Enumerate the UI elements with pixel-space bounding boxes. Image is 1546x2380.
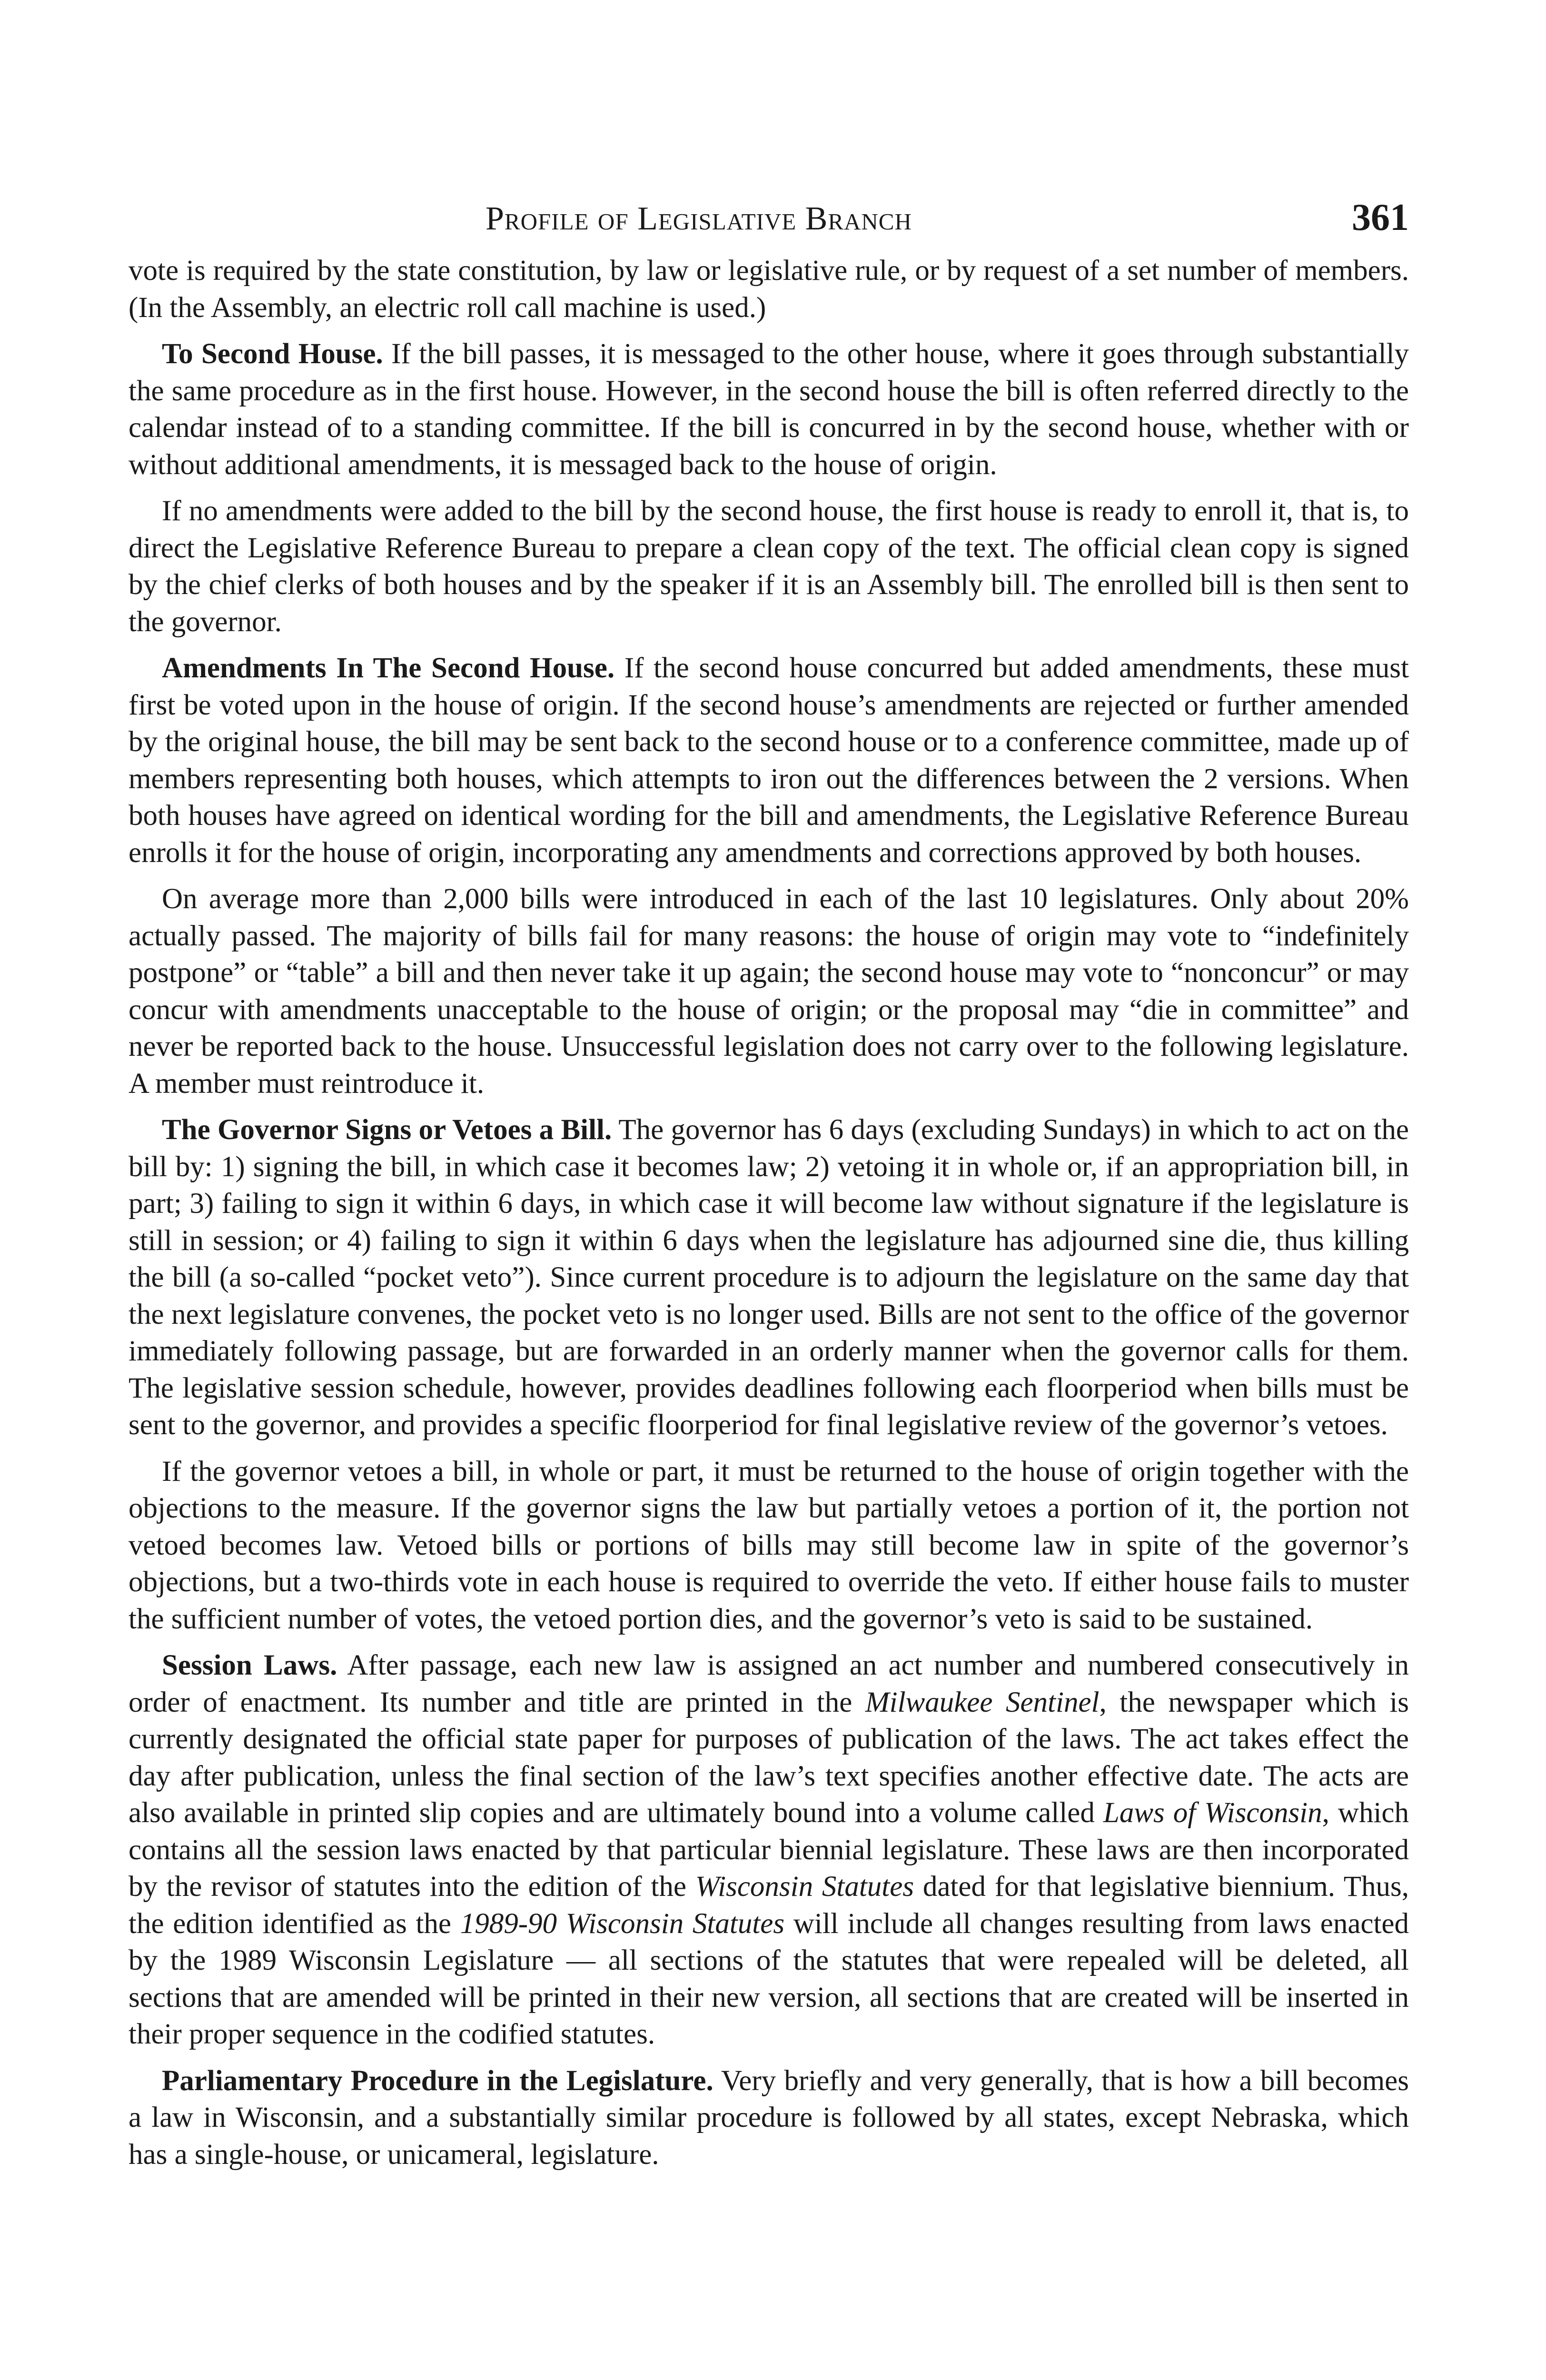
paragraph-roll-call: [129, 252, 1409, 326]
paragraph-text: vote is required by the state constitution, by law or legislative rule, or by request of a set number of members. (In the Assembly, an electric roll call machine is used.): [129, 255, 1409, 324]
italic-title: Laws of Wisconsin: [1103, 1797, 1322, 1829]
paragraph-session-laws: [129, 1647, 1409, 2053]
paragraph-text: If the bill passes, it is messaged to the other house, where it goes through substantially the same procedure as in the first house. However, in the second house the bill is often referred directly to the calendar instead of to a standing committee. If the bill is concurred in by the second house, whether with or without additional amendments, it is messaged back to the house of origin.: [129, 338, 1409, 481]
italic-title: Milwaukee Sentinel: [865, 1686, 1100, 1718]
paragraph-text: dated for that legislative biennium. Thus, the edition identified as the: [129, 1871, 1409, 1940]
paragraph-enroll: [129, 493, 1409, 640]
paragraph-text: If the second house concurred but added amendments, these must first be voted upon in the house of origin. If the second house’s amendments are rejected or further amended by the original house, the bill may be sent back to the second house or to a conference committee, made up of members representing both houses, which attempts to iron out the differences between the 2 versions. When both houses have agreed on identical wording for the bill and amendments, the Legislative Reference Bureau enrolls it for the house of origin, incorporating any amendments and corrections approved by both houses.: [129, 652, 1409, 869]
page-number: 361: [1352, 197, 1409, 238]
italic-title: Wisconsin Statutes: [695, 1871, 914, 1903]
paragraph-amendments-second-house: [129, 650, 1409, 871]
paragraph-governor-signs-or-vetoes: [129, 1111, 1409, 1444]
paragraph-text: On average more than 2,000 bills were introduced in each of the last 10 legislatures. Only about 20% actually passed. The majority of bills fail for many reasons: the house of origin may vote to “indefinitely postpone” or “table” a bill and then never take it up again; the second house may vote to “nonconcur” or may concur with amendments unacceptable to the house of origin; or the proposal may “die in committee” and never be reported back to the house. Unsuccessful legislation does not carry over to the following legislature. A member must reintroduce it.: [129, 883, 1409, 1100]
paragraph-text: If no amendments were added to the bill by the second house, the first house is ready to enroll it, that is, to direct the Legislative Reference Bureau to prepare a clean copy of the text. The official clean copy is signed by the chief clerks of both houses and by the speaker if it is an Assembly bill. The enrolled bill is then sent to the governor.: [129, 495, 1409, 638]
paragraph-text: After passage, each new law is assigned an act number and numbered consecutively in order of enactment. Its number and title are printed in the: [129, 1649, 1409, 1718]
section-heading: To Second House.: [162, 338, 383, 370]
body-text: [129, 252, 1409, 2173]
paragraph-text: If the governor vetoes a bill, in whole or part, it must be returned to the house of origin together with the objections to the measure. If the governor signs the law but partially vetoes a portion of it, the portion not vetoed becomes law. Vetoed bills or portions of bills may still become law in spite of the governor’s objections, but a two-thirds vote in each house is required to override the veto. If either house fails to muster the sufficient number of votes, the vetoed portion dies, and the governor’s veto is said to be sustained.: [129, 1455, 1409, 1635]
document-page: [129, 197, 1409, 2173]
section-heading: Session Laws.: [162, 1649, 337, 1681]
paragraph-text: Very briefly and very generally, that is how a bill becomes a law in Wisconsin, and a substantially similar procedure is followed by all states, except Nebraska, which has a single-house, or unicameral, legislature.: [129, 2064, 1409, 2171]
paragraph-text: , the newspaper which is currently designated the official state paper for purposes of publication of the laws. The act takes effect the day after publication, unless the final section of the law’s text specifies another effective date. The acts are also available in printed slip copies and are ultimately bound into a volume called: [129, 1686, 1409, 1829]
section-heading: Parliamentary Procedure in the Legislature.: [162, 2064, 714, 2097]
paragraph-parliamentary-procedure: [129, 2063, 1409, 2173]
running-title: Profile of Legislative Branch: [486, 200, 912, 237]
paragraph-text: , which contains all the session laws enacted by that particular biennial legislature. These laws are then incorporated by the revisor of statutes into the edition of the: [129, 1797, 1409, 1903]
section-heading: Amendments In The Second House.: [162, 652, 615, 684]
paragraph-text: The governor has 6 days (excluding Sundays) in which to act on the bill by: 1) signing the bill, in which case it becomes law; 2) vetoing it in whole or, if an appropriation bill, in part; 3) failing to sign it within 6 days, in which case it will become law without signature if the legislature is still in session; or 4) failing to sign it within 6 days when the legislature has adjourned sine die, thus killing the bill (a so-called “pocket veto”). Since current procedure is to adjourn the legislature on the same day that the next legislature convenes, the pocket veto is no longer used. Bills are not sent to the office of the governor immediately following passage, but are forwarded in an orderly manner when the governor calls for them. The legislative session schedule, however, provides deadlines following each floorperiod when bills must be sent to the governor, and provides a specific floorperiod for final legislative review of the governor’s vetoes.: [129, 1114, 1409, 1441]
paragraph-veto-override: [129, 1453, 1409, 1638]
paragraph-to-second-house: [129, 336, 1409, 483]
section-heading: The Governor Signs or Vetoes a Bill.: [162, 1114, 612, 1146]
running-head: [129, 197, 1409, 252]
paragraph-bill-statistics: [129, 881, 1409, 1102]
italic-title: 1989-90 Wisconsin Statutes: [460, 1907, 785, 1940]
paragraph-text: will include all changes resulting from laws enacted by the 1989 Wisconsin Legislature — all sections of the statutes that were repealed will be deleted, all sections that are amended will be printed in their new version, all sections that are created will be inserted in their proper sequence in the codified statutes.: [129, 1907, 1409, 2050]
